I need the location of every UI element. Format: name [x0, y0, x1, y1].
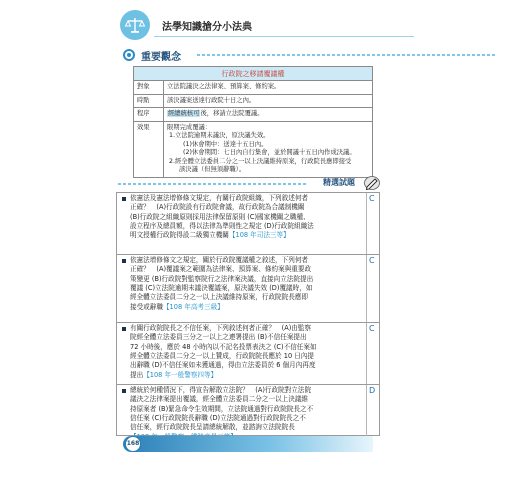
concept-value: [164, 108, 372, 121]
concept-line: 該決議（但無須辭職）。: [179, 166, 246, 173]
concept-heading: 行政院之移請覆議權: [134, 67, 372, 81]
question-line-text: 明文授權行政院得設二級獨立機關: [130, 231, 229, 240]
question-line: 正確？ (A)覆議案之範圍為法律案、預算案、條約案與重要政: [130, 265, 312, 274]
section-title: 重要觀念: [141, 52, 181, 63]
question-line: 出辭職 (D)不信任案如未獲通過，得由立法委員於 6 個月內再度: [130, 361, 316, 370]
concept-line: 該決議案送達行政院十日之內。: [167, 96, 256, 104]
concept-table: [133, 66, 373, 178]
bullet-square-icon: [122, 259, 126, 263]
answer-divider: [366, 255, 367, 322]
concept-value: [164, 95, 372, 108]
concept-line: (2)休會期間：七日內自行集會，並於開議十五日內作成決議。: [183, 149, 356, 156]
question-line: 院經全體立法委員三分之一以上之連署提出 (B)不信任案提出: [130, 333, 307, 342]
question-line-text: 接受或辭職: [130, 302, 163, 311]
question-line: (B)行政院之組織原則採用法律保留原則 (C)國家機關之職權、: [130, 212, 310, 221]
question-line: 經全體立法委員二分之一以上贊成，行政院院長應於 10 日內提: [130, 352, 315, 361]
question-line: 總統於何種情況下，得宣告解散立法院？ (A)行政院對立法院: [130, 386, 312, 394]
footer-bar: [123, 436, 373, 452]
answer-letter: C: [369, 194, 375, 203]
concept-label: 程序: [134, 108, 164, 121]
question-source: 【108 年高考三級】: [162, 302, 224, 311]
concept-row: [134, 122, 372, 177]
concept-label: 時點: [134, 95, 164, 108]
question-line: [130, 371, 365, 380]
section-banner: [119, 46, 389, 64]
question-item: [117, 323, 379, 385]
concept-value: [164, 122, 372, 177]
answer-letter: C: [369, 256, 375, 265]
target-icon: [123, 49, 135, 61]
question-text: [130, 386, 365, 442]
concept-line-highlighted: [167, 110, 369, 119]
question-line: [130, 231, 365, 240]
scales-of-justice-icon: [120, 10, 150, 40]
question-line: 經全體立法委員二分之一以上決議維持原案，行政院院長應即: [130, 293, 309, 302]
question-item: [117, 255, 379, 323]
question-line: 覆議 (C)立法院逾期未議決覆議案，原決議失效 (D)覆議時，如: [130, 284, 313, 293]
question-source: 【108 年司法三等】: [228, 231, 290, 240]
bullet-square-icon: [122, 197, 126, 201]
concept-row: [134, 95, 372, 109]
concept-line: 1.立法院逾期未議決，原決議失效。: [169, 132, 270, 139]
concept-line: (1)休會期中：送達十五日內。: [183, 140, 268, 148]
question-line: 信任案，經行政院院長呈請總統解散，並諮詢立法院院長: [130, 423, 295, 432]
question-item: [117, 193, 379, 255]
concept-line: 2.經全體立法委員二分之一以上決議維持原案，行政院長應即接受: [169, 157, 352, 165]
concept-row: [134, 81, 372, 95]
page-number: 168: [125, 436, 141, 452]
question-line: 信任案 (C)行政院院長辭職 (D)立法院通過對行政院院長之不: [130, 414, 306, 423]
question-line: 有關行政院院長之不信任案，下列敘述何者正確？ (A)由監察: [130, 324, 312, 332]
question-line: 持原案者 (B)緊急命令生效期間，立法院通過對行政院院長之不: [130, 404, 314, 413]
question-text: [130, 324, 365, 380]
question-line: 72 小時後，應於 48 小時內以不記名投票表決之 (C)不信任案如: [130, 342, 317, 351]
question-line: 設立程序及總員額，得以法律為準則性之規定 (D)行政院組織法: [130, 222, 314, 231]
question-text: [130, 256, 365, 312]
bullet-square-icon: [122, 327, 126, 331]
question-text: [130, 194, 365, 241]
highlighted-text: 經總統核可: [168, 110, 200, 117]
question-line: 正確？ (A)行政院設有行政院會議，故行政院為合議制機關: [130, 203, 305, 212]
page-footer: [123, 436, 373, 454]
answer-divider: [366, 323, 367, 384]
answer-divider: [366, 385, 367, 437]
bullet-square-icon: [122, 389, 126, 393]
concept-line: 立法院議決之法律案、預算案、條約案。: [167, 83, 281, 90]
concept-line-text: 後，移請立法院覆議。: [200, 110, 264, 117]
practice-rule: [118, 183, 308, 185]
answer-letter: D: [369, 386, 376, 395]
concept-row: [134, 108, 372, 122]
concept-value: [164, 81, 372, 94]
answer-letter: C: [369, 324, 375, 333]
pencil-icon: [364, 175, 380, 189]
book-title: 法學知識搶分小法典: [162, 22, 252, 33]
section-rule: [197, 54, 497, 56]
question-line: 議決之法律案提出覆議，經全體立法委員二分之一以上決議維: [130, 395, 309, 404]
practice-title: 精選試題: [323, 178, 355, 187]
question-line: [130, 303, 365, 312]
question-line-text: 提出: [130, 370, 144, 379]
concept-line: 限期完成覆議：: [167, 123, 212, 131]
questions-box: [116, 192, 380, 436]
question-line: 依憲法及憲法增修條文規定，有關行政院組織，下列敘述何者: [130, 194, 309, 202]
question-line: 依憲法增修條文之規定，關於行政院覆議權之敘述，下列何者: [130, 256, 309, 264]
answer-divider: [366, 193, 367, 254]
page-header: [110, 6, 410, 44]
question-item: [117, 385, 379, 437]
question-source: 【108 年一般警察四等】: [143, 370, 218, 379]
concept-label: 效果: [134, 122, 164, 177]
concept-label: 對象: [134, 81, 164, 94]
practice-banner: [118, 175, 388, 191]
header-rule: [154, 36, 414, 37]
question-line: 策變更 (B)行政院對監察院行之法律案決議，直接向立法院提出: [130, 274, 314, 283]
